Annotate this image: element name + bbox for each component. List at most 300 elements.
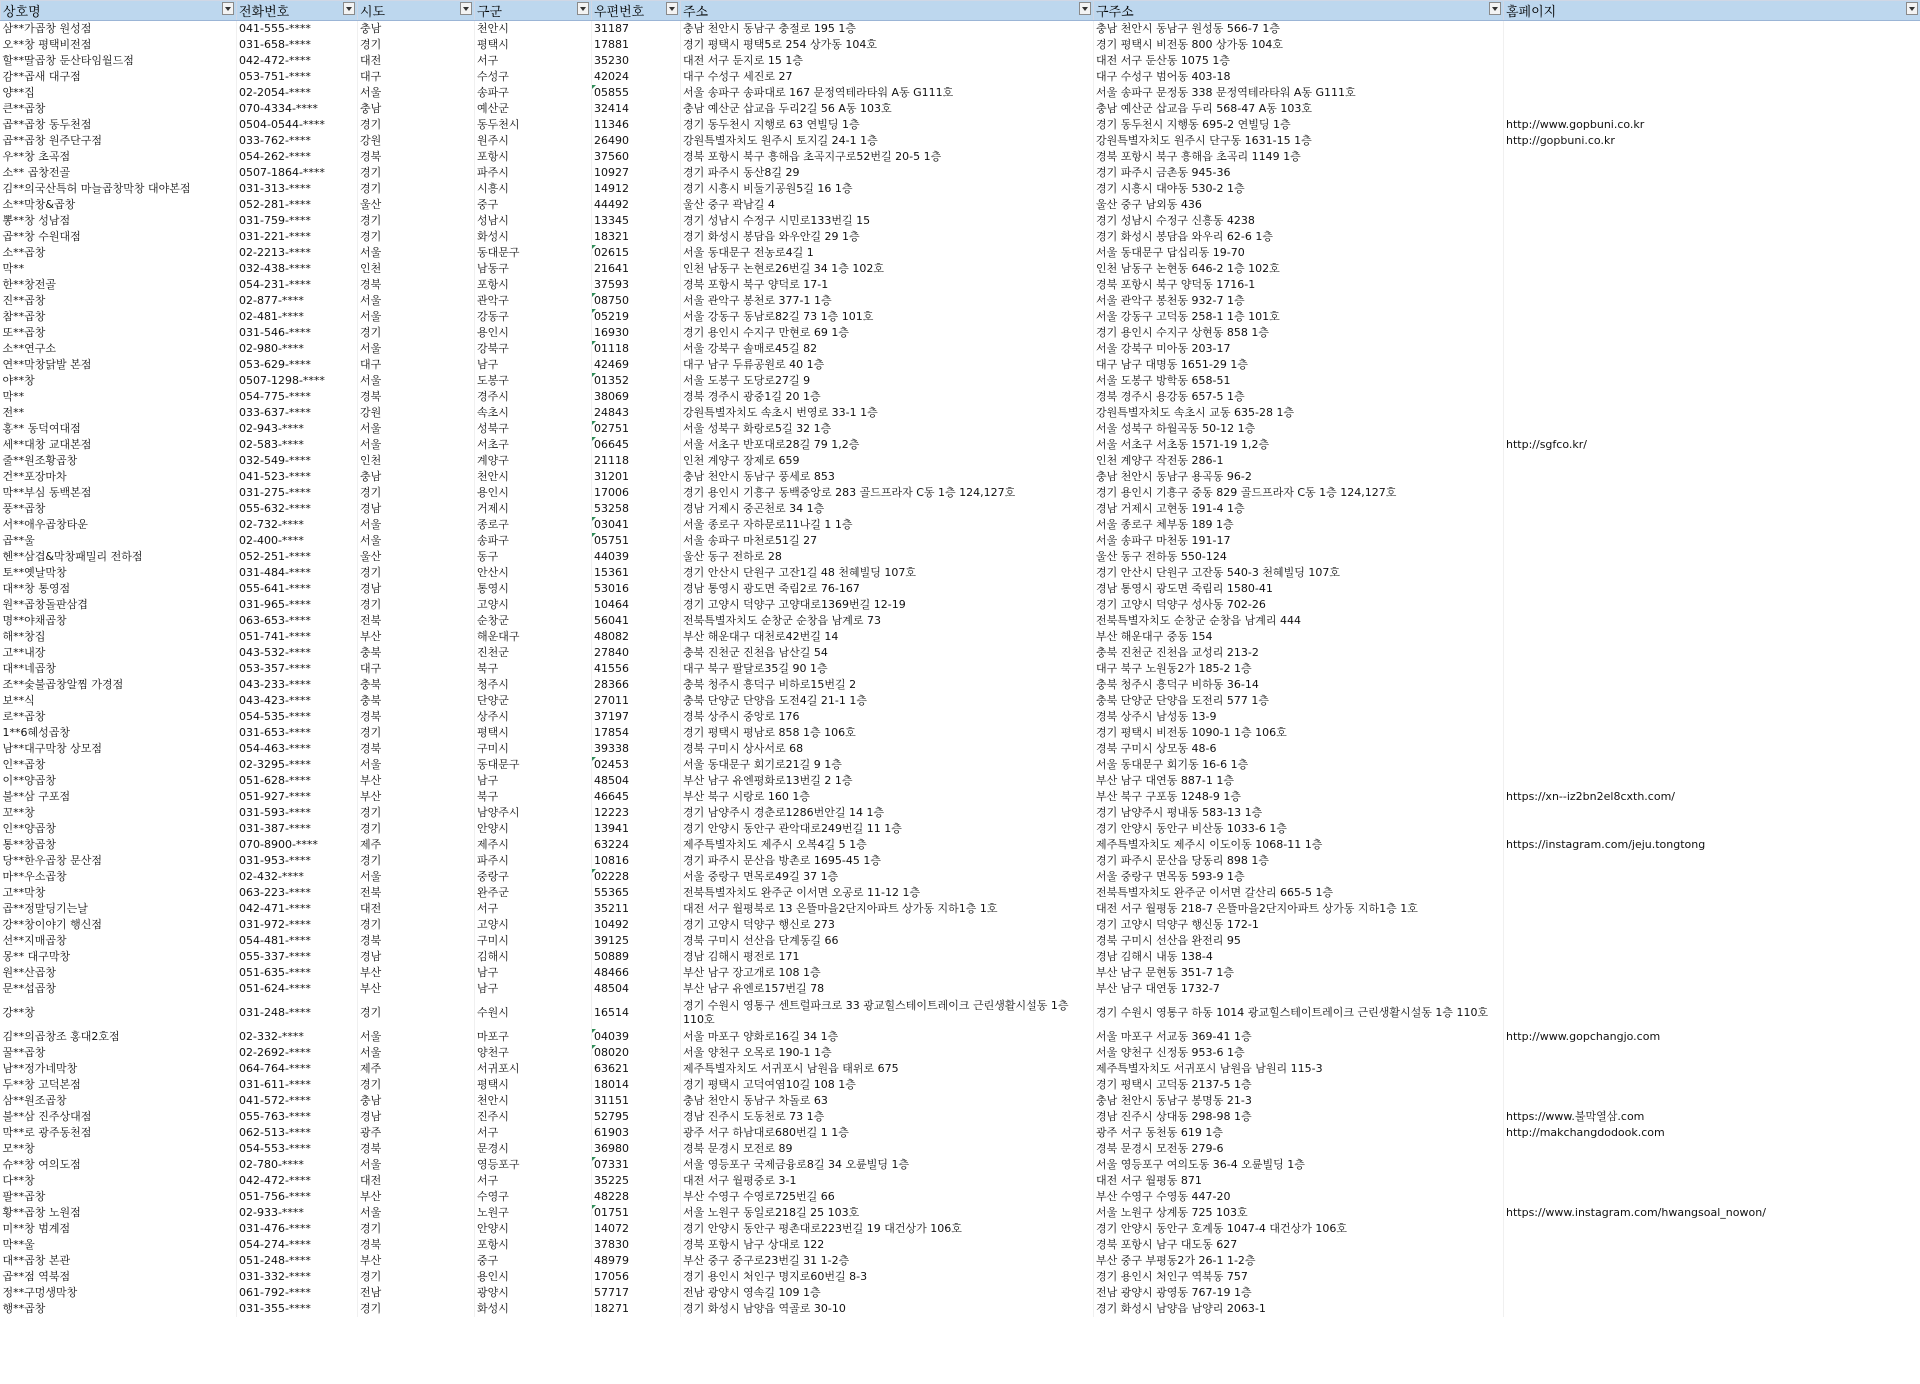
- cell-sido[interactable]: 경기: [358, 181, 475, 197]
- cell-sido[interactable]: 충북: [358, 693, 475, 709]
- cell-name[interactable]: 할**딸곱창 둔산타임월드점: [1, 53, 237, 69]
- cell-old-address[interactable]: 경북 포항시 남구 대도동 627: [1094, 1237, 1504, 1253]
- cell-name[interactable]: 김**의국산특허 마늘곱창막창 대야본점: [1, 181, 237, 197]
- cell-old-address[interactable]: 부산 남구 대연동 1732-7: [1094, 981, 1504, 997]
- cell-homepage[interactable]: [1504, 197, 1920, 213]
- cell-gugun[interactable]: 남양주시: [475, 805, 592, 821]
- table-row[interactable]: [1, 357, 1920, 373]
- cell-gugun[interactable]: 예산군: [475, 101, 592, 117]
- cell-old-address[interactable]: 강원특별자치도 원주시 단구동 1631-15 1층: [1094, 133, 1504, 149]
- table-row[interactable]: [1, 341, 1920, 357]
- table-row[interactable]: [1, 149, 1920, 165]
- cell-homepage[interactable]: [1504, 85, 1920, 101]
- cell-sido[interactable]: 서울: [358, 1029, 475, 1045]
- cell-old-address[interactable]: 전북특별자치도 완주군 이서면 갈산리 665-5 1층: [1094, 885, 1504, 901]
- cell-zip[interactable]: 10816: [592, 853, 681, 869]
- cell-homepage[interactable]: [1504, 629, 1920, 645]
- cell-phone[interactable]: 055-337-****: [237, 949, 358, 965]
- cell-name[interactable]: 줄**원조황곱창: [1, 453, 237, 469]
- cell-gugun[interactable]: 평택시: [475, 37, 592, 53]
- cell-gugun[interactable]: 계양구: [475, 453, 592, 469]
- cell-sido[interactable]: 경기: [358, 485, 475, 501]
- cell-zip[interactable]: 35225: [592, 1173, 681, 1189]
- cell-gugun[interactable]: 안양시: [475, 1221, 592, 1237]
- cell-homepage[interactable]: [1504, 901, 1920, 917]
- cell-sido[interactable]: 서울: [358, 245, 475, 261]
- cell-homepage[interactable]: [1504, 165, 1920, 181]
- cell-zip[interactable]: 01118: [592, 341, 681, 357]
- cell-phone[interactable]: 042-472-****: [237, 53, 358, 69]
- cell-homepage[interactable]: [1504, 805, 1920, 821]
- cell-gugun[interactable]: 완주군: [475, 885, 592, 901]
- cell-address[interactable]: 충남 예산군 삽교읍 두리2길 56 A동 103호: [681, 101, 1094, 117]
- cell-phone[interactable]: 063-653-****: [237, 613, 358, 629]
- cell-old-address[interactable]: 서울 서초구 서초동 1571-19 1,2층: [1094, 437, 1504, 453]
- cell-name[interactable]: 대**네곱창: [1, 661, 237, 677]
- cell-sido[interactable]: 경북: [358, 389, 475, 405]
- cell-sido[interactable]: 경북: [358, 1141, 475, 1157]
- cell-zip[interactable]: 37560: [592, 149, 681, 165]
- cell-sido[interactable]: 경기: [358, 229, 475, 245]
- cell-name[interactable]: 소**막창&곱창: [1, 197, 237, 213]
- cell-name[interactable]: 진**곱창: [1, 293, 237, 309]
- cell-phone[interactable]: 033-637-****: [237, 405, 358, 421]
- cell-gugun[interactable]: 동구: [475, 549, 592, 565]
- cell-gugun[interactable]: 관악구: [475, 293, 592, 309]
- table-row[interactable]: [1, 197, 1920, 213]
- cell-address[interactable]: 인천 계양구 장제로 659: [681, 453, 1094, 469]
- cell-old-address[interactable]: 대전 서구 월평동 218-7 은뜰마을2단지아파트 상가동 지하1층 1호: [1094, 901, 1504, 917]
- table-row[interactable]: [1, 1109, 1920, 1125]
- cell-address[interactable]: 서울 도봉구 도당로27길 9: [681, 373, 1094, 389]
- cell-old-address[interactable]: 충북 청주시 흥덕구 비하동 36-14: [1094, 677, 1504, 693]
- cell-zip[interactable]: 44492: [592, 197, 681, 213]
- cell-phone[interactable]: 054-481-****: [237, 933, 358, 949]
- table-row[interactable]: [1, 69, 1920, 85]
- cell-homepage[interactable]: [1504, 1221, 1920, 1237]
- cell-gugun[interactable]: 김해시: [475, 949, 592, 965]
- cell-old-address[interactable]: 경남 거제시 고현동 191-4 1층: [1094, 501, 1504, 517]
- cell-sido[interactable]: 충남: [358, 101, 475, 117]
- cell-gugun[interactable]: 도봉구: [475, 373, 592, 389]
- cell-name[interactable]: 대**곱창 본관: [1, 1253, 237, 1269]
- cell-homepage[interactable]: [1504, 1237, 1920, 1253]
- cell-sido[interactable]: 서울: [358, 293, 475, 309]
- cell-name[interactable]: 홍** 동덕여대점: [1, 421, 237, 437]
- cell-sido[interactable]: 부산: [358, 789, 475, 805]
- cell-homepage[interactable]: [1504, 405, 1920, 421]
- cell-homepage[interactable]: [1504, 933, 1920, 949]
- cell-address[interactable]: 경남 김해시 평전로 171: [681, 949, 1094, 965]
- cell-old-address[interactable]: 제주특별자치도 제주시 이도이동 1068-11 1층: [1094, 837, 1504, 853]
- table-row[interactable]: [1, 773, 1920, 789]
- cell-address[interactable]: 대구 수성구 세진로 27: [681, 69, 1094, 85]
- cell-address[interactable]: 충남 천안시 동남구 차돌로 63: [681, 1093, 1094, 1109]
- cell-zip[interactable]: 42024: [592, 69, 681, 85]
- cell-homepage[interactable]: [1504, 1253, 1920, 1269]
- cell-old-address[interactable]: 경기 수원시 영통구 하동 1014 광교힐스테이트레이크 근린생활시설동 1층 110호: [1094, 997, 1504, 1029]
- cell-gugun[interactable]: 남구: [475, 357, 592, 373]
- cell-name[interactable]: 또**곱창: [1, 325, 237, 341]
- cell-phone[interactable]: 054-231-****: [237, 277, 358, 293]
- cell-phone[interactable]: 055-632-****: [237, 501, 358, 517]
- cell-old-address[interactable]: 부산 남구 문현동 351-7 1층: [1094, 965, 1504, 981]
- cell-zip[interactable]: 02453: [592, 757, 681, 773]
- cell-phone[interactable]: 031-759-****: [237, 213, 358, 229]
- cell-address[interactable]: 경북 포항시 남구 상대로 122: [681, 1237, 1094, 1253]
- cell-zip[interactable]: 11346: [592, 117, 681, 133]
- cell-sido[interactable]: 대전: [358, 1173, 475, 1189]
- cell-homepage[interactable]: [1504, 501, 1920, 517]
- cell-sido[interactable]: 서울: [358, 437, 475, 453]
- cell-phone[interactable]: 054-274-****: [237, 1237, 358, 1253]
- cell-phone[interactable]: 02-2054-****: [237, 85, 358, 101]
- cell-phone[interactable]: 02-732-****: [237, 517, 358, 533]
- cell-gugun[interactable]: 진천군: [475, 645, 592, 661]
- cell-gugun[interactable]: 포항시: [475, 277, 592, 293]
- cell-old-address[interactable]: 충남 천안시 동남구 원성동 566-7 1층: [1094, 21, 1504, 38]
- cell-phone[interactable]: 053-751-****: [237, 69, 358, 85]
- table-row[interactable]: [1, 1125, 1920, 1141]
- cell-name[interactable]: 감**곱새 대구점: [1, 69, 237, 85]
- cell-gugun[interactable]: 서초구: [475, 437, 592, 453]
- cell-old-address[interactable]: 대구 수성구 범어동 403-18: [1094, 69, 1504, 85]
- cell-name[interactable]: 슈**창 여의도점: [1, 1157, 237, 1173]
- cell-gugun[interactable]: 구미시: [475, 933, 592, 949]
- cell-gugun[interactable]: 진주시: [475, 1109, 592, 1125]
- cell-zip[interactable]: 36980: [592, 1141, 681, 1157]
- cell-old-address[interactable]: 경남 진주시 상대동 298-98 1층: [1094, 1109, 1504, 1125]
- filter-dropdown-icon[interactable]: [343, 2, 355, 15]
- table-row[interactable]: [1, 373, 1920, 389]
- cell-phone[interactable]: 070-4334-****: [237, 101, 358, 117]
- table-row[interactable]: [1, 1253, 1920, 1269]
- cell-phone[interactable]: 043-423-****: [237, 693, 358, 709]
- cell-address[interactable]: 강원특별자치도 속초시 번영로 33-1 1층: [681, 405, 1094, 421]
- cell-zip[interactable]: 48504: [592, 981, 681, 997]
- cell-zip[interactable]: 48979: [592, 1253, 681, 1269]
- cell-name[interactable]: 남**정가네막창: [1, 1061, 237, 1077]
- cell-zip[interactable]: 48082: [592, 629, 681, 645]
- filter-dropdown-icon[interactable]: [577, 2, 589, 15]
- cell-address[interactable]: 강원특별자치도 원주시 토지길 24-1 1층: [681, 133, 1094, 149]
- cell-phone[interactable]: 02-877-****: [237, 293, 358, 309]
- cell-sido[interactable]: 충북: [358, 645, 475, 661]
- cell-phone[interactable]: 052-281-****: [237, 197, 358, 213]
- cell-name[interactable]: 막**울: [1, 1237, 237, 1253]
- cell-gugun[interactable]: 서구: [475, 1125, 592, 1141]
- cell-address[interactable]: 충북 진천군 진천읍 남산길 54: [681, 645, 1094, 661]
- cell-homepage[interactable]: [1504, 997, 1920, 1029]
- cell-gugun[interactable]: 순창군: [475, 613, 592, 629]
- cell-phone[interactable]: 031-611-****: [237, 1077, 358, 1093]
- cell-old-address[interactable]: 인천 계양구 작전동 286-1: [1094, 453, 1504, 469]
- cell-sido[interactable]: 대전: [358, 53, 475, 69]
- cell-sido[interactable]: 서울: [358, 533, 475, 549]
- cell-sido[interactable]: 경기: [358, 1301, 475, 1317]
- cell-homepage[interactable]: [1504, 389, 1920, 405]
- cell-homepage[interactable]: [1504, 1269, 1920, 1285]
- cell-homepage[interactable]: [1504, 341, 1920, 357]
- cell-phone[interactable]: 031-953-****: [237, 853, 358, 869]
- filter-dropdown-icon[interactable]: [1079, 2, 1091, 15]
- cell-gugun[interactable]: 남구: [475, 965, 592, 981]
- cell-sido[interactable]: 제주: [358, 1061, 475, 1077]
- cell-homepage[interactable]: [1504, 821, 1920, 837]
- cell-old-address[interactable]: 인천 남동구 논현동 646-2 1층 102호: [1094, 261, 1504, 277]
- cell-zip[interactable]: 10464: [592, 597, 681, 613]
- cell-name[interactable]: 정**구멍생막창: [1, 1285, 237, 1301]
- cell-sido[interactable]: 경남: [358, 581, 475, 597]
- cell-phone[interactable]: 051-741-****: [237, 629, 358, 645]
- cell-homepage[interactable]: [1504, 645, 1920, 661]
- cell-homepage[interactable]: [1504, 1189, 1920, 1205]
- cell-address[interactable]: 경북 포항시 북구 흥해읍 초곡지구로52번길 20-5 1층: [681, 149, 1094, 165]
- cell-zip[interactable]: 53016: [592, 581, 681, 597]
- table-row[interactable]: [1, 869, 1920, 885]
- column-header[interactable]: [475, 1, 592, 21]
- cell-sido[interactable]: 충남: [358, 469, 475, 485]
- table-row[interactable]: [1, 229, 1920, 245]
- cell-old-address[interactable]: 경북 문경시 모전동 279-6: [1094, 1141, 1504, 1157]
- cell-zip[interactable]: 10492: [592, 917, 681, 933]
- cell-phone[interactable]: 031-546-****: [237, 325, 358, 341]
- cell-sido[interactable]: 강원: [358, 133, 475, 149]
- table-row[interactable]: [1, 437, 1920, 453]
- cell-name[interactable]: 다**창: [1, 1173, 237, 1189]
- cell-sido[interactable]: 경기: [358, 37, 475, 53]
- cell-old-address[interactable]: 경남 김해시 내동 138-4: [1094, 949, 1504, 965]
- cell-name[interactable]: 토**옛날막창: [1, 565, 237, 581]
- cell-address[interactable]: 경기 고양시 덕양구 행신로 273: [681, 917, 1094, 933]
- cell-phone[interactable]: 02-481-****: [237, 309, 358, 325]
- cell-old-address[interactable]: 부산 수영구 수영동 447-20: [1094, 1189, 1504, 1205]
- cell-gugun[interactable]: 청주시: [475, 677, 592, 693]
- cell-old-address[interactable]: 울산 동구 전하동 550-124: [1094, 549, 1504, 565]
- table-row[interactable]: [1, 549, 1920, 565]
- cell-homepage[interactable]: [1504, 869, 1920, 885]
- cell-old-address[interactable]: 대전 서구 월평동 871: [1094, 1173, 1504, 1189]
- cell-homepage[interactable]: [1504, 597, 1920, 613]
- cell-phone[interactable]: 054-535-****: [237, 709, 358, 725]
- cell-name[interactable]: 참**곱창: [1, 309, 237, 325]
- cell-name[interactable]: 뽕**창 성남점: [1, 213, 237, 229]
- cell-sido[interactable]: 경기: [358, 725, 475, 741]
- table-row[interactable]: [1, 821, 1920, 837]
- cell-phone[interactable]: 053-357-****: [237, 661, 358, 677]
- cell-name[interactable]: 명**야채곱창: [1, 613, 237, 629]
- cell-gugun[interactable]: 수성구: [475, 69, 592, 85]
- table-row[interactable]: [1, 293, 1920, 309]
- cell-homepage[interactable]: http://makchangdodook.com: [1504, 1125, 1920, 1141]
- table-row[interactable]: [1, 597, 1920, 613]
- cell-zip[interactable]: 63621: [592, 1061, 681, 1077]
- cell-phone[interactable]: 051-635-****: [237, 965, 358, 981]
- cell-homepage[interactable]: [1504, 517, 1920, 533]
- cell-old-address[interactable]: 경기 남양주시 평내동 583-13 1층: [1094, 805, 1504, 821]
- table-row[interactable]: [1, 997, 1920, 1029]
- cell-gugun[interactable]: 안산시: [475, 565, 592, 581]
- cell-homepage[interactable]: [1504, 549, 1920, 565]
- cell-zip[interactable]: 31187: [592, 21, 681, 38]
- table-row[interactable]: [1, 453, 1920, 469]
- cell-old-address[interactable]: 경기 동두천시 지행동 695-2 연빌딩 1층: [1094, 117, 1504, 133]
- table-row[interactable]: [1, 1269, 1920, 1285]
- cell-name[interactable]: 소**곱창: [1, 245, 237, 261]
- cell-name[interactable]: 곱**정말딩기는날: [1, 901, 237, 917]
- cell-name[interactable]: 두**창 고덕본점: [1, 1077, 237, 1093]
- cell-phone[interactable]: 02-780-****: [237, 1157, 358, 1173]
- table-row[interactable]: [1, 1221, 1920, 1237]
- table-row[interactable]: [1, 101, 1920, 117]
- cell-name[interactable]: 야**창: [1, 373, 237, 389]
- cell-gugun[interactable]: 성남시: [475, 213, 592, 229]
- cell-name[interactable]: 곱**곱창 원주단구점: [1, 133, 237, 149]
- cell-phone[interactable]: 0507-1298-****: [237, 373, 358, 389]
- cell-gugun[interactable]: 포항시: [475, 1237, 592, 1253]
- cell-homepage[interactable]: [1504, 949, 1920, 965]
- cell-sido[interactable]: 경기: [358, 821, 475, 837]
- cell-name[interactable]: 곱**울: [1, 533, 237, 549]
- cell-gugun[interactable]: 양천구: [475, 1045, 592, 1061]
- cell-sido[interactable]: 경기: [358, 1077, 475, 1093]
- cell-old-address[interactable]: 서울 강동구 고덕동 258-1 1층 101호: [1094, 309, 1504, 325]
- cell-homepage[interactable]: [1504, 1077, 1920, 1093]
- cell-gugun[interactable]: 포항시: [475, 149, 592, 165]
- cell-zip[interactable]: 39125: [592, 933, 681, 949]
- cell-zip[interactable]: 57717: [592, 1285, 681, 1301]
- table-row[interactable]: [1, 325, 1920, 341]
- cell-zip[interactable]: 16930: [592, 325, 681, 341]
- cell-sido[interactable]: 경북: [358, 933, 475, 949]
- cell-old-address[interactable]: 경기 안양시 동안구 호계동 1047-4 대건상가 106호: [1094, 1221, 1504, 1237]
- cell-address[interactable]: 서울 관악구 봉천로 377-1 1층: [681, 293, 1094, 309]
- cell-old-address[interactable]: 부산 북구 구포동 1248-9 1층: [1094, 789, 1504, 805]
- cell-zip[interactable]: 48228: [592, 1189, 681, 1205]
- cell-phone[interactable]: 02-933-****: [237, 1205, 358, 1221]
- cell-name[interactable]: 고**막창: [1, 885, 237, 901]
- cell-homepage[interactable]: http://www.gopbuni.co.kr: [1504, 117, 1920, 133]
- cell-name[interactable]: 꿀**곱창: [1, 1045, 237, 1061]
- cell-phone[interactable]: 051-248-****: [237, 1253, 358, 1269]
- cell-homepage[interactable]: [1504, 325, 1920, 341]
- cell-homepage[interactable]: [1504, 1285, 1920, 1301]
- cell-zip[interactable]: 02228: [592, 869, 681, 885]
- cell-sido[interactable]: 대전: [358, 901, 475, 917]
- cell-sido[interactable]: 경북: [358, 741, 475, 757]
- cell-gugun[interactable]: 용인시: [475, 325, 592, 341]
- cell-address[interactable]: 경기 수원시 영통구 센트럴파크로 33 광교힐스테이트레이크 근린생활시설동 1층 110호: [681, 997, 1094, 1029]
- cell-address[interactable]: 경기 화성시 남양읍 역골로 30-10: [681, 1301, 1094, 1317]
- cell-zip[interactable]: 12223: [592, 805, 681, 821]
- cell-zip[interactable]: 27840: [592, 645, 681, 661]
- cell-homepage[interactable]: [1504, 725, 1920, 741]
- cell-zip[interactable]: 48504: [592, 773, 681, 789]
- table-row[interactable]: [1, 613, 1920, 629]
- cell-address[interactable]: 경북 경주시 광중1길 20 1층: [681, 389, 1094, 405]
- cell-old-address[interactable]: 서울 종로구 체부동 189 1층: [1094, 517, 1504, 533]
- cell-sido[interactable]: 부산: [358, 773, 475, 789]
- cell-zip[interactable]: 02751: [592, 421, 681, 437]
- cell-sido[interactable]: 경남: [358, 501, 475, 517]
- cell-sido[interactable]: 서울: [358, 517, 475, 533]
- cell-gugun[interactable]: 강북구: [475, 341, 592, 357]
- column-header[interactable]: [1504, 1, 1920, 21]
- cell-sido[interactable]: 경기: [358, 853, 475, 869]
- cell-homepage[interactable]: [1504, 101, 1920, 117]
- table-row[interactable]: [1, 933, 1920, 949]
- cell-phone[interactable]: 031-387-****: [237, 821, 358, 837]
- cell-sido[interactable]: 강원: [358, 405, 475, 421]
- cell-zip[interactable]: 18321: [592, 229, 681, 245]
- cell-sido[interactable]: 서울: [358, 309, 475, 325]
- cell-address[interactable]: 경북 포항시 북구 양덕로 17-1: [681, 277, 1094, 293]
- cell-sido[interactable]: 경북: [358, 1237, 475, 1253]
- cell-homepage[interactable]: [1504, 693, 1920, 709]
- cell-zip[interactable]: 37197: [592, 709, 681, 725]
- cell-phone[interactable]: 031-965-****: [237, 597, 358, 613]
- cell-zip[interactable]: 17881: [592, 37, 681, 53]
- table-row[interactable]: [1, 725, 1920, 741]
- cell-old-address[interactable]: 경기 화성시 봉담읍 와우리 62-6 1층: [1094, 229, 1504, 245]
- cell-sido[interactable]: 대구: [358, 661, 475, 677]
- cell-sido[interactable]: 광주: [358, 1125, 475, 1141]
- cell-gugun[interactable]: 동대문구: [475, 757, 592, 773]
- cell-gugun[interactable]: 서구: [475, 53, 592, 69]
- cell-address[interactable]: 서울 마포구 양화로16길 34 1층: [681, 1029, 1094, 1045]
- cell-homepage[interactable]: [1504, 453, 1920, 469]
- cell-name[interactable]: 건**포장마차: [1, 469, 237, 485]
- cell-sido[interactable]: 서울: [358, 869, 475, 885]
- cell-gugun[interactable]: 파주시: [475, 165, 592, 181]
- cell-gugun[interactable]: 통영시: [475, 581, 592, 597]
- cell-gugun[interactable]: 남구: [475, 981, 592, 997]
- table-row[interactable]: [1, 21, 1920, 38]
- column-header[interactable]: [681, 1, 1094, 21]
- cell-address[interactable]: 경기 파주시 동산8길 29: [681, 165, 1094, 181]
- cell-name[interactable]: 우**창 초곡점: [1, 149, 237, 165]
- cell-gugun[interactable]: 남동구: [475, 261, 592, 277]
- cell-sido[interactable]: 충남: [358, 1093, 475, 1109]
- cell-address[interactable]: 서울 영등포구 국제금융로8길 34 오륜빌딩 1층: [681, 1157, 1094, 1173]
- cell-old-address[interactable]: 경기 안산시 단원구 고잔동 540-3 천혜빌딩 107호: [1094, 565, 1504, 581]
- cell-zip[interactable]: 17006: [592, 485, 681, 501]
- cell-zip[interactable]: 01751: [592, 1205, 681, 1221]
- table-row[interactable]: [1, 389, 1920, 405]
- cell-address[interactable]: 경기 평택시 평택5로 254 상가동 104호: [681, 37, 1094, 53]
- table-row[interactable]: [1, 693, 1920, 709]
- cell-homepage[interactable]: [1504, 565, 1920, 581]
- cell-phone[interactable]: 031-593-****: [237, 805, 358, 821]
- cell-old-address[interactable]: 강원특별자치도 속초시 교동 635-28 1층: [1094, 405, 1504, 421]
- cell-name[interactable]: 행**곱창: [1, 1301, 237, 1317]
- table-row[interactable]: [1, 709, 1920, 725]
- cell-old-address[interactable]: 충남 천안시 동남구 봉명동 21-3: [1094, 1093, 1504, 1109]
- cell-zip[interactable]: 10927: [592, 165, 681, 181]
- cell-phone[interactable]: 041-555-****: [237, 21, 358, 38]
- table-row[interactable]: [1, 1157, 1920, 1173]
- cell-name[interactable]: 마**우소곱창: [1, 869, 237, 885]
- cell-sido[interactable]: 경기: [358, 997, 475, 1029]
- cell-address[interactable]: 전북특별자치도 완주군 이서면 오공로 11-12 1층: [681, 885, 1094, 901]
- cell-sido[interactable]: 부산: [358, 629, 475, 645]
- cell-sido[interactable]: 부산: [358, 1189, 475, 1205]
- cell-zip[interactable]: 56041: [592, 613, 681, 629]
- cell-sido[interactable]: 경북: [358, 277, 475, 293]
- cell-phone[interactable]: 031-313-****: [237, 181, 358, 197]
- cell-name[interactable]: 황**곱창 노원점: [1, 1205, 237, 1221]
- cell-zip[interactable]: 17854: [592, 725, 681, 741]
